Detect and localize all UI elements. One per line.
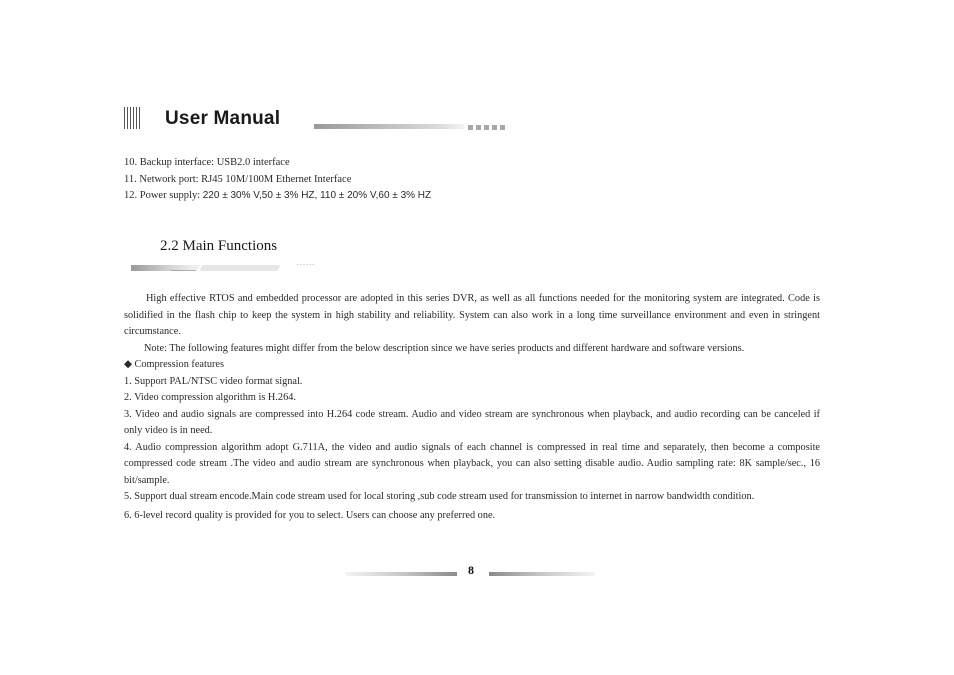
body-text: [124, 291, 820, 524]
spec-network-port: 11. Network port: RJ45 10M/100M Ethernet Interface: [124, 174, 352, 185]
header-bars-logo: [124, 107, 140, 129]
page-number: 8: [468, 563, 474, 577]
spec-power-supply-label: 12. Power supply:: [124, 190, 203, 201]
feature-item: 5. Support dual stream encode.Main code stream used for local storing ,sub code stream used for transmission to internet in narrow bandwidth condition.: [124, 491, 755, 502]
features-heading: ◆ Compression features: [124, 359, 224, 370]
header-rule: [314, 124, 464, 129]
spec-backup-interface: 10. Backup interface: USB2.0 interface: [124, 157, 290, 168]
intro-paragraph: High effective RTOS and embedded processor are adopted in this series DVR, as well as all functions needed for the monitoring system are integrated. Code is solidified in the flash chip to keep the system in high stability and reliability. System can also work in a long time surveillance environment and even in stringent circumstance.: [124, 293, 820, 337]
feature-item: 1. Support PAL/NTSC video format signal.: [124, 375, 303, 387]
header-title: User Manual: [165, 108, 281, 129]
spec-power-supply-value: 220 ± 30% V,50 ± 3% HZ, 110 ± 20% V,60 ± 3% HZ: [202, 190, 432, 201]
footer-rule-left: [345, 572, 457, 576]
note-paragraph: Note: The following features might differ from the below description since we have series products and different hardware and software versions.: [144, 342, 745, 354]
section-underline-decoration: [131, 263, 321, 273]
feature-item: 2. Video compression algorithm is H.264.: [124, 392, 296, 403]
footer-rule-right: [489, 572, 595, 576]
feature-item: 6. 6-level record quality is provided for you to select. Users can choose any preferred one.: [124, 509, 496, 521]
feature-item: 4. Audio compression algorithm adopt G.711A, the video and audio signals of each channel is compressed in real time and separately, then become a composite compressed code stream .The video and audio stream are synchronous when playback, you can also setting disable audio. Audio sampling rate: 8K sample/sec., 16 bit/sample.: [124, 441, 820, 486]
feature-item: 3. Video and audio signals are compressed into H.264 code stream. Audio and video stream are synchronous when playback, and audio recording can be canceled if only video is in need.: [124, 408, 820, 436]
section-title: 2.2 Main Functions: [160, 238, 278, 254]
header-squares-decoration: [468, 125, 505, 130]
spec-power-supply: [124, 190, 431, 201]
